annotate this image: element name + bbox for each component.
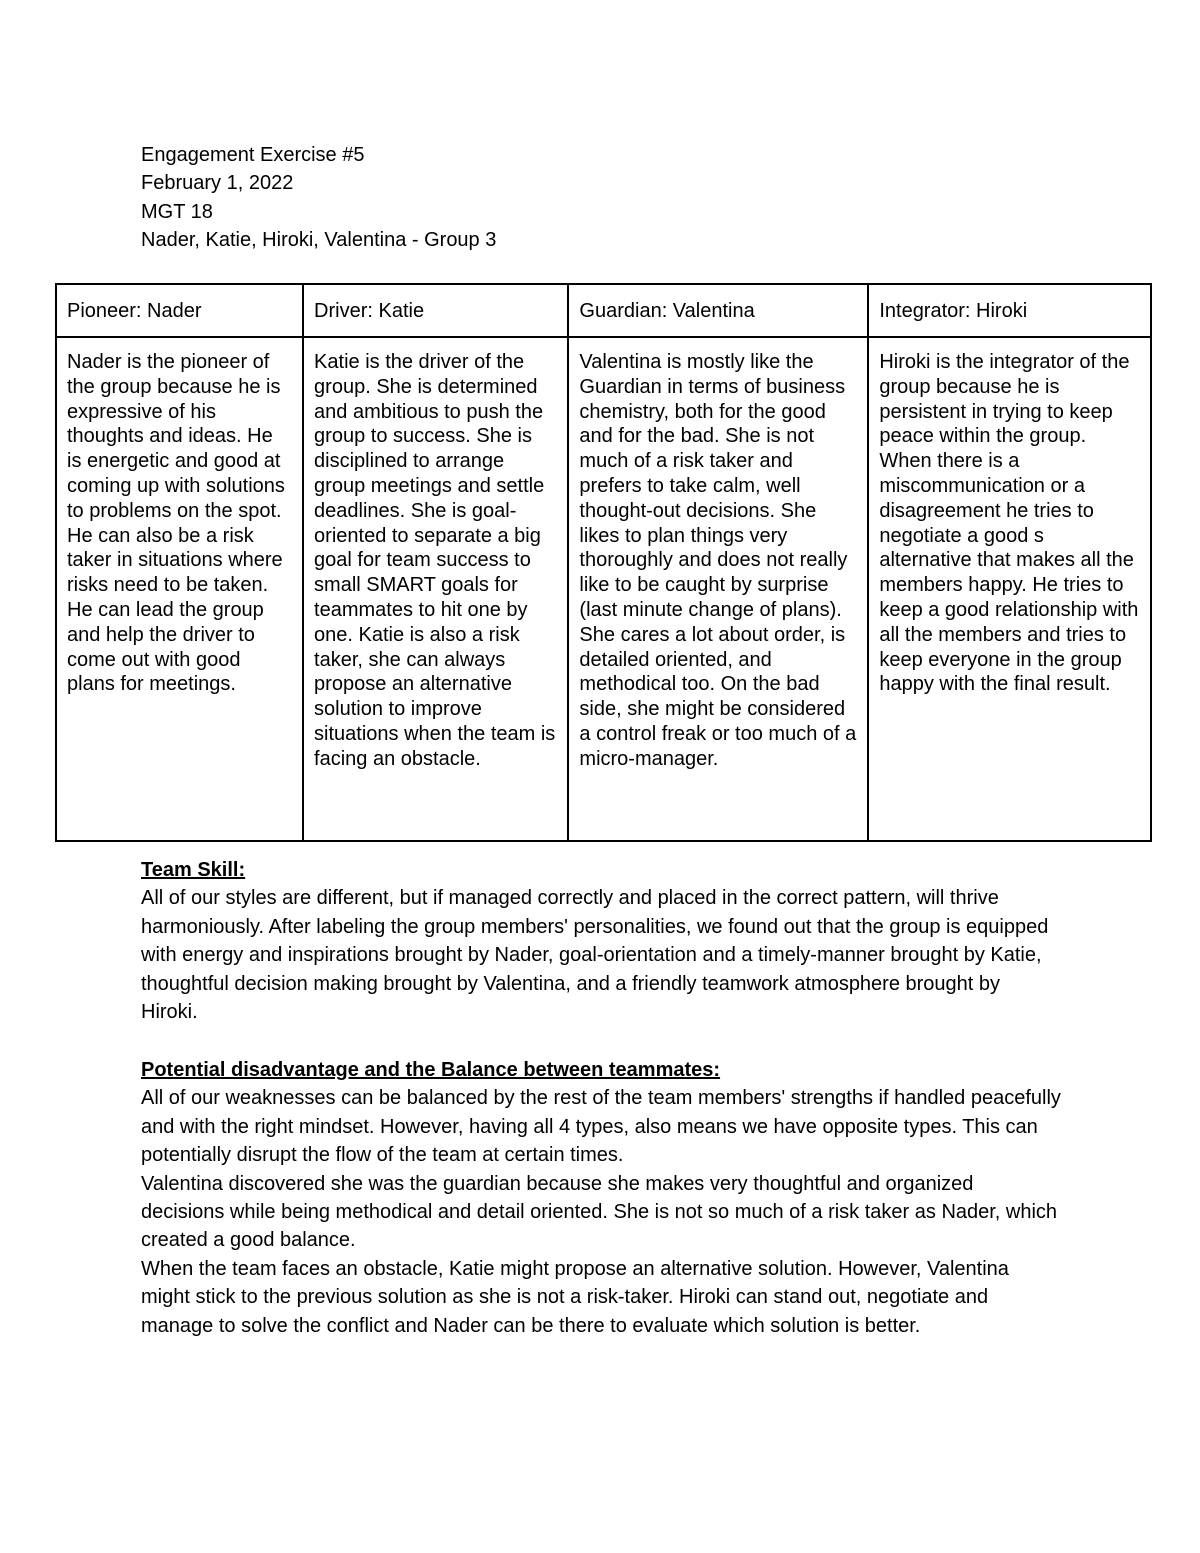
balance-paragraph: When the team faces an obstacle, Katie might propose an alternative solution. However, Valentina might stick to the previous solution as she is not a risk-taker. Hiroki can stand out, negotiate and manage to solve the conflict and Nader can be there to evaluate which solution is better. [141, 1257, 1009, 1337]
column-heading-integrator: Integrator: Hiroki [868, 284, 1151, 337]
business-chemistry-table [55, 283, 1152, 842]
document-title: Engagement Exercise #5 [141, 144, 365, 166]
team-skill-section [141, 856, 1061, 1026]
column-heading-pioneer: Pioneer: Nader [56, 284, 303, 337]
team-skill-heading: Team Skill: [141, 859, 246, 881]
table-body-row [56, 337, 1151, 841]
document-header [141, 141, 496, 255]
group-members: Nader, Katie, Hiroki, Valentina - Group 3 [141, 229, 497, 252]
table-header-row [56, 284, 1151, 337]
course-code: MGT 18 [141, 200, 213, 223]
guardian-description: Valentina is mostly like the Guardian in terms of business chemistry, both for the good and for the bad. She is not much of a risk taker and prefers to take calm, well thought-out decisions. She likes to plan things very thoroughly and does not really like to be caught by surprise (last minute change of plans). She cares a lot about order, is detailed oriented, and methodical too. On the bad side, she might be considered a control freak or too much of a micro-manager. [568, 337, 868, 841]
balance-heading: Potential disadvantage and the Balance between teammates: [141, 1059, 721, 1081]
team-skill-text: All of our styles are different, but if managed correctly and placed in the correct pattern, will thrive harmoniously. After labeling the group members' personalities, we found out that the group is equipped with energy and inspirations brought by Nader, goal-orientation and a timely-manner brought by Katie, thoughtful decision making brought by Valentina, and a friendly teamwork atmosphere brought by Hiroki. [141, 887, 1049, 1024]
balance-paragraph: Valentina discovered she was the guardian because she makes very thoughtful and organized decisions while being methodical and detail oriented. She is not so much of a risk taker as Nader, which created a good balance. [141, 1172, 1058, 1252]
column-heading-guardian: Guardian: Valentina [568, 284, 868, 337]
column-heading-driver: Driver: Katie [303, 284, 568, 337]
balance-section [141, 1056, 1061, 1340]
integrator-description: Hiroki is the integrator of the group because he is persistent in trying to keep peace within the group. When there is a miscommunication or a disagreement he tries to negotiate a good s alternative that makes all the members happy. He tries to keep a good relationship with all the members and tries to keep everyone in the group happy with the final result. [868, 337, 1151, 841]
pioneer-description: Nader is the pioneer of the group because he is expressive of his thoughts and ideas. He is energetic and good at coming up with solutions to problems on the spot. He can also be a risk taker in situations where risks need to be taken. He can lead the group and help the driver to come out with good plans for meetings. [56, 337, 303, 841]
balance-paragraph: All of our weaknesses can be balanced by the rest of the team members' strengths if handled peacefully and with the right mindset. However, having all 4 types, also means we have opposite types. This can potentially disrupt the flow of the team at certain times. [141, 1087, 1061, 1167]
driver-description: Katie is the driver of the group. She is determined and ambitious to push the group to success. She is disciplined to arrange group meetings and settle deadlines. She is goal-oriented to separate a big goal for team success to small SMART goals for teammates to hit one by one. Katie is also a risk taker, she can always propose an alternative solution to improve situations when the team is facing an obstacle. [303, 337, 568, 841]
document-date: February 1, 2022 [141, 172, 294, 195]
